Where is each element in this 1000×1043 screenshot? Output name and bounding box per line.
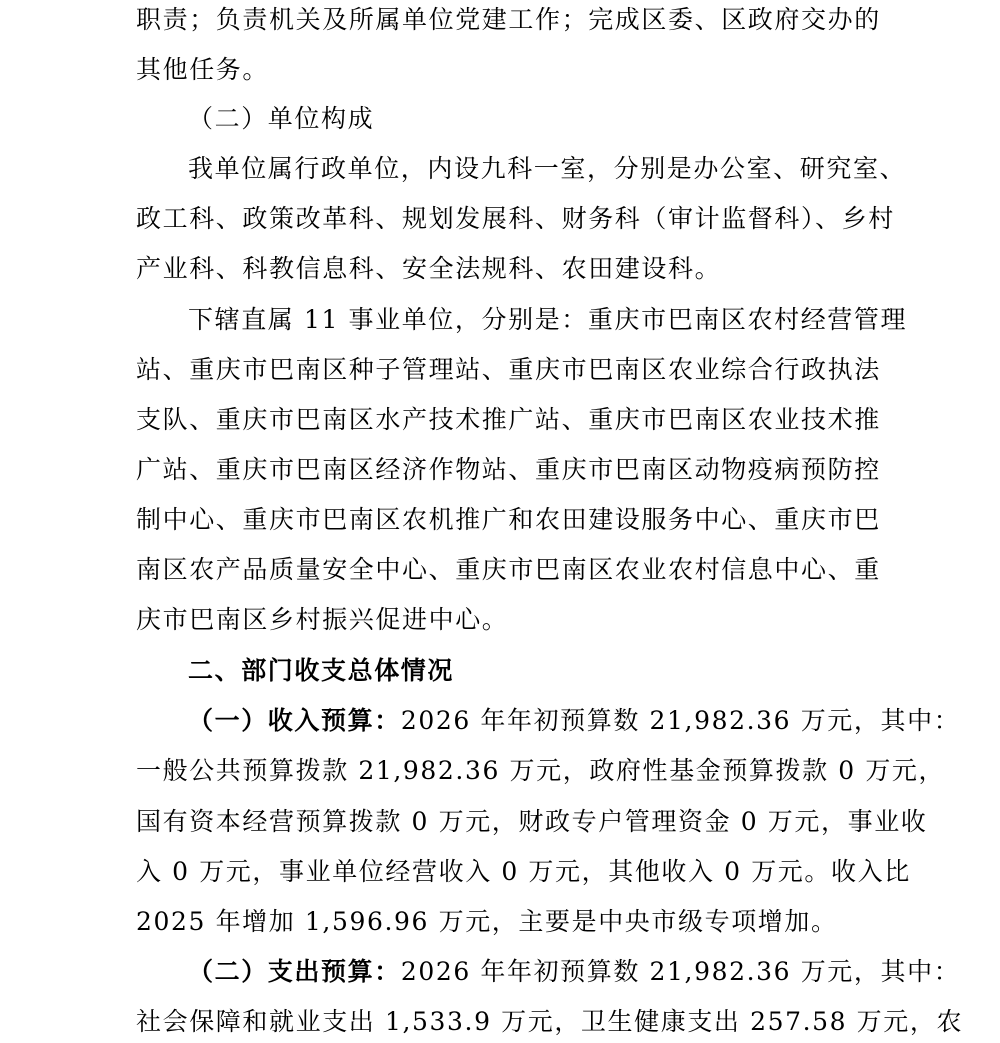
paragraph-line: 支队、重庆市巴南区水产技术推广站、重庆市巴南区农业技术推 [136, 405, 881, 434]
paragraph-line: 庆市巴南区乡村振兴促进中心。 [136, 605, 509, 634]
paragraph-line: 一般公共预算拨款 21,982.36 万元，政府性基金预算拨款 0 万元， [136, 756, 946, 785]
expense-budget-text: 2026 年年初预算数 21,982.36 万元，其中： [400, 957, 961, 986]
section-heading-unit-composition: （二）单位构成 [188, 104, 375, 133]
paragraph-line: 国有资本经营预算拨款 0 万元，财政专户管理资金 0 万元，事业收 [136, 807, 928, 836]
paragraph-line: 2025 年增加 1,596.96 万元，主要是中央市级专项增加。 [136, 907, 838, 936]
expense-budget-label: （二）支出预算： [188, 957, 401, 986]
paragraph-line: 产业科、科教信息科、安全法规科、农田建设科。 [136, 254, 722, 283]
paragraph-line: 南区农产品质量安全中心、重庆市巴南区农业农村信息中心、重 [136, 555, 881, 584]
paragraph-line: 职责；负责机关及所属单位党建工作；完成区委、区政府交办的 [136, 5, 881, 34]
income-budget-text: 2026 年年初预算数 21,982.36 万元，其中： [400, 706, 961, 735]
income-budget-label: （一）收入预算： [188, 706, 401, 735]
section-heading-income-expense: 二、部门收支总体情况 [188, 656, 455, 685]
paragraph-line: 政工科、政策改革科、规划发展科、财务科（审计监督科）、乡村 [136, 204, 895, 233]
paragraph-line: 广站、重庆市巴南区经济作物站、重庆市巴南区动物疫病预防控 [136, 455, 881, 484]
paragraph-line: 制中心、重庆市巴南区农机推广和农田建设服务中心、重庆市巴 [136, 505, 881, 534]
income-budget-line [188, 701, 960, 741]
paragraph-line: 我单位属行政单位，内设九科一室，分别是办公室、研究室、 [188, 154, 907, 183]
paragraph-line: 下辖直属 11 事业单位，分别是：重庆市巴南区农村经营管理 [188, 305, 908, 334]
paragraph-line: 站、重庆市巴南区种子管理站、重庆市巴南区农业综合行政执法 [136, 355, 881, 384]
paragraph-line: 入 0 万元，事业单位经营收入 0 万元，其他收入 0 万元。收入比 [136, 857, 911, 886]
paragraph-line: 其他任务。 [136, 55, 270, 84]
paragraph-line: 社会保障和就业支出 1,533.9 万元，卫生健康支出 257.58 万元，农 [136, 1007, 964, 1036]
expense-budget-line [188, 952, 960, 992]
